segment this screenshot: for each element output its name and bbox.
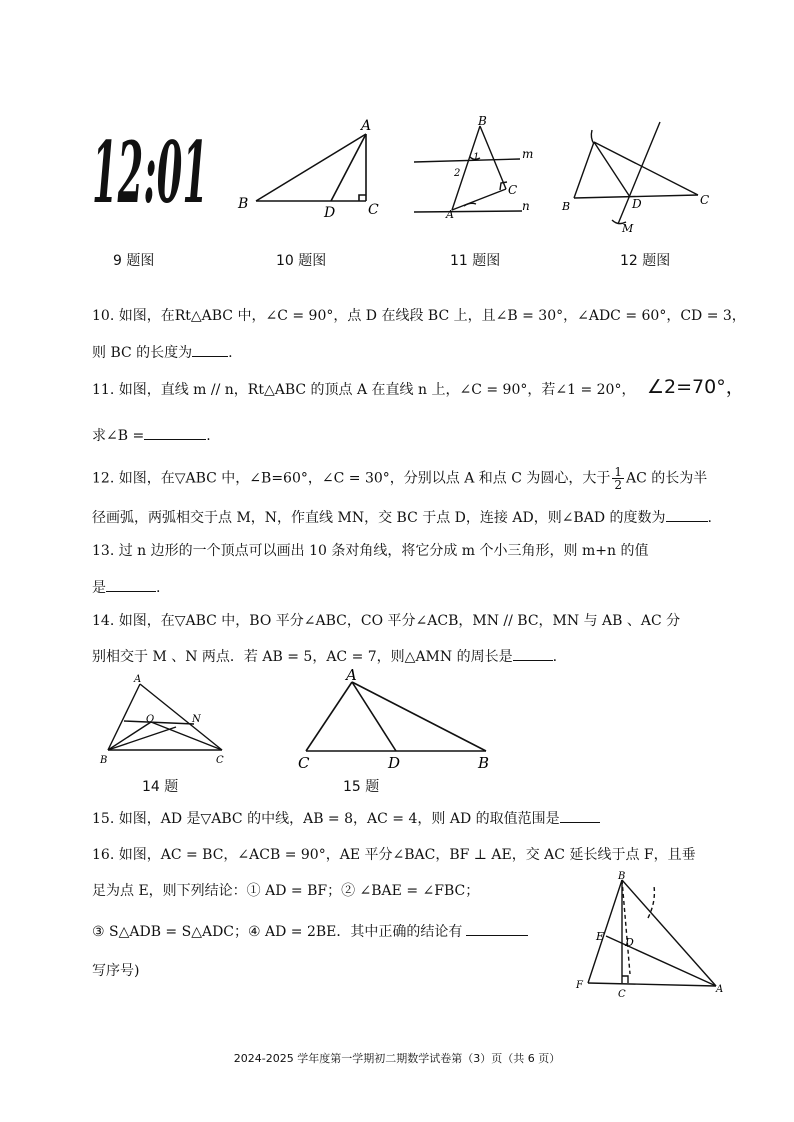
question-16-line-2: 足为点 E，则下列结论：① AD = BF；② ∠BAE = ∠FBC； bbox=[92, 883, 480, 899]
question-13-line-1: 13. 过 n 边形的一个顶点可以画出 10 条对角线，将它分成 m 个小三角形，则 m+n 的值 bbox=[92, 543, 649, 559]
label-d: D bbox=[632, 197, 642, 211]
clock-digits: 12:01 bbox=[92, 128, 208, 210]
label-a: A bbox=[134, 674, 142, 685]
label-d: D bbox=[625, 936, 634, 949]
question-14-line-2 bbox=[92, 646, 557, 667]
answer-blank[interactable] bbox=[466, 921, 528, 936]
question-12-line-2 bbox=[92, 507, 712, 528]
figure-14 bbox=[96, 672, 236, 770]
label-a: A bbox=[716, 984, 724, 995]
label-c: C bbox=[700, 193, 710, 207]
question-16-line-4: 写序号) bbox=[92, 963, 140, 979]
caption-15: 15 题 bbox=[343, 779, 380, 795]
answer-blank[interactable] bbox=[192, 342, 228, 357]
question-10-line-2 bbox=[92, 342, 233, 363]
label-e: E bbox=[596, 930, 605, 943]
q10-text: 则 BC 的长度为 bbox=[92, 345, 193, 361]
q12-text-2: 径画弧，两弧相交于点 M，N，作直线 MN，交 BC 于点 D，连接 AD，则∠BAD 的度数为 bbox=[92, 510, 666, 526]
q11-text-2: 求∠B = bbox=[92, 428, 145, 444]
label-o: O bbox=[146, 714, 155, 725]
figure-15 bbox=[296, 666, 496, 770]
label-d: D bbox=[324, 205, 336, 218]
q15-text: 15. 如图，AD 是▽ABC 的中线，AB = 8，AC = 4，则 AD 的取值范围是 bbox=[92, 811, 560, 827]
q14-text: 别相交于 M 、N 两点．若 AB = 5，AC = 7，则△AMN 的周长是 bbox=[92, 649, 513, 665]
label-c: C bbox=[508, 183, 518, 197]
label-c: C bbox=[618, 989, 626, 1000]
label-angle-2: 2 bbox=[454, 168, 461, 179]
answer-blank[interactable] bbox=[560, 808, 600, 823]
caption-9: 9 题图 bbox=[113, 253, 155, 269]
caption-11: 11 题图 bbox=[450, 253, 501, 269]
label-b: B bbox=[478, 114, 487, 128]
question-10-line-1: 10. 如图，在Rt△ABC 中，∠C = 90°，点 D 在线段 BC 上，且∠B = 30°，∠ADC = 60°，CD = 3， bbox=[92, 308, 746, 324]
label-f: F bbox=[576, 980, 583, 991]
question-12-line-1 bbox=[92, 466, 707, 491]
figure-10 bbox=[228, 118, 388, 218]
q14-end: . bbox=[552, 649, 558, 665]
label-a: A bbox=[361, 118, 372, 134]
fraction-numerator: 1 bbox=[614, 465, 623, 479]
label-a: A bbox=[446, 208, 454, 221]
q12-end: . bbox=[707, 510, 712, 526]
caption-14: 14 题 bbox=[142, 779, 179, 795]
label-n: N bbox=[192, 714, 201, 725]
question-16-line-3 bbox=[92, 921, 528, 942]
q16-text-3: ③ S△ADB = S△ADC；④ AD = 2BE．其中正确的结论有 bbox=[92, 924, 463, 940]
label-d: D bbox=[388, 754, 401, 770]
label-m: m bbox=[522, 147, 534, 161]
q10-end: . bbox=[228, 345, 233, 361]
answer-blank[interactable] bbox=[666, 507, 708, 522]
question-15-line-1 bbox=[92, 808, 600, 829]
label-c: C bbox=[368, 202, 379, 218]
question-11-line-1 bbox=[92, 376, 745, 400]
q12-text-b: AC 的长为半 bbox=[626, 470, 708, 487]
answer-blank[interactable] bbox=[106, 577, 156, 592]
question-16-line-1: 16. 如图，AC = BC，∠ACB = 90°，AE 平分∠BAC，BF ⊥ AE，交 AC 延长线于点 F，且垂 bbox=[92, 847, 696, 863]
label-c: C bbox=[298, 754, 310, 770]
label-m: M bbox=[622, 222, 634, 235]
answer-blank[interactable] bbox=[144, 425, 206, 440]
label-b: B bbox=[238, 196, 249, 212]
label-c: C bbox=[216, 755, 224, 766]
label-n: n bbox=[522, 199, 530, 213]
label-b: B bbox=[478, 754, 490, 770]
label-b: B bbox=[562, 200, 571, 213]
handwritten-note: ∠2=70°， bbox=[647, 376, 745, 398]
q13-text: 是 bbox=[92, 580, 106, 596]
figure-11 bbox=[410, 112, 540, 222]
q11-end: . bbox=[206, 428, 211, 444]
figure-16 bbox=[570, 870, 730, 1000]
q12-text: 12. 如图，在▽ABC 中，∠B=60°，∠C = 30°，分别以点 A 和点 C 为圆心，大于 bbox=[92, 470, 611, 487]
label-b: B bbox=[100, 755, 108, 766]
label-angle-1: 1 bbox=[473, 152, 480, 163]
fraction-half bbox=[612, 466, 624, 491]
label-a: A bbox=[346, 666, 357, 684]
fraction-denominator: 2 bbox=[614, 478, 623, 492]
label-b: B bbox=[618, 871, 626, 882]
question-11-line-2 bbox=[92, 425, 211, 446]
digital-clock-figure bbox=[92, 128, 210, 210]
q13-end: . bbox=[156, 580, 161, 596]
answer-blank[interactable] bbox=[513, 646, 553, 661]
page-footer: 2024-2025 学年度第一学期初二期数学试卷第（3）页（共 6 页） bbox=[233, 1052, 561, 1065]
figure-12 bbox=[560, 120, 720, 235]
caption-12: 12 题图 bbox=[620, 253, 671, 269]
caption-10: 10 题图 bbox=[276, 253, 327, 269]
question-14-line-1: 14. 如图，在▽ABC 中，BO 平分∠ABC，CO 平分∠ACB，MN // BC，MN 与 AB 、AC 分 bbox=[92, 613, 681, 629]
question-13-line-2 bbox=[92, 577, 160, 598]
q11-text: 11. 如图，直线 m // n，Rt△ABC 的顶点 A 在直线 n 上，∠C = 90°，若∠1 = 20°， bbox=[92, 382, 636, 398]
